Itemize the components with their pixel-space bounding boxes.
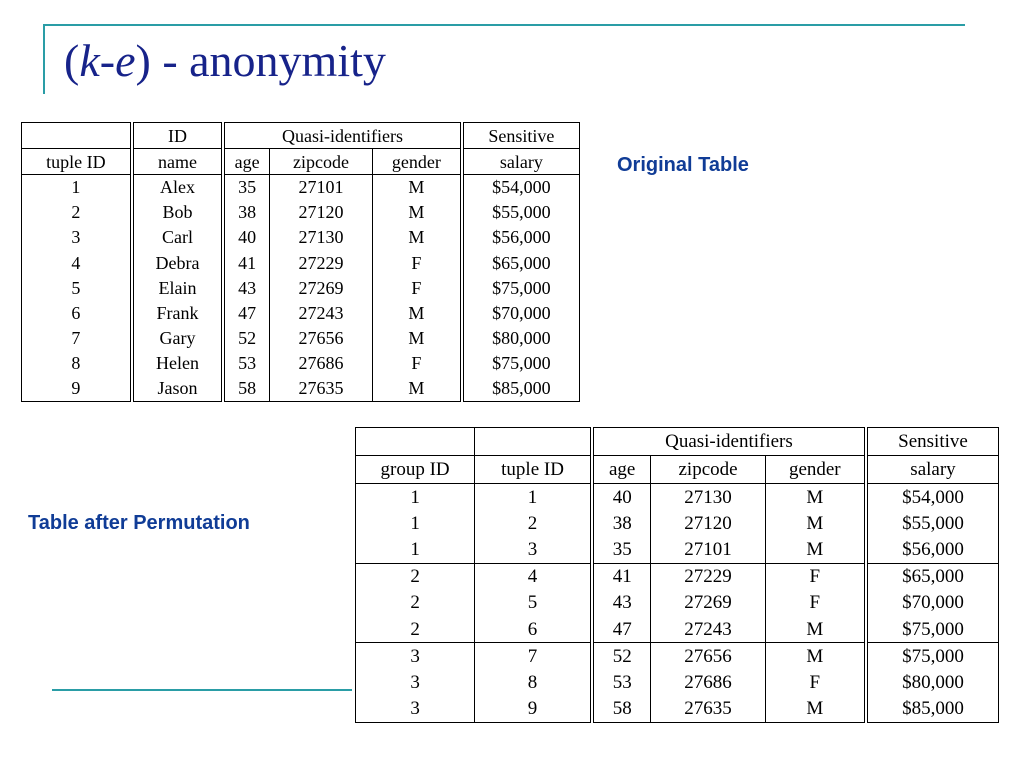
table-row — [356, 537, 999, 564]
table-cell: 27101 — [651, 537, 765, 564]
table-cell: 3 — [356, 643, 475, 670]
table-cell: 27243 — [269, 300, 372, 325]
table-cell: M — [765, 616, 866, 643]
table-cell: Frank — [132, 300, 223, 325]
table-cell: 27269 — [269, 275, 372, 300]
table-cell: F — [372, 250, 461, 275]
table-cell: 27656 — [651, 643, 765, 670]
permuted-table-caption: Table after Permutation — [28, 512, 250, 534]
column-header: age — [223, 149, 269, 175]
table-cell: $75,000 — [492, 277, 551, 298]
table-cell: 3 — [22, 225, 132, 250]
table-cell: 27686 — [651, 669, 765, 696]
group-header-cell: Sensitive — [866, 428, 999, 456]
column-header: age — [592, 456, 651, 484]
table-cell: 7 — [22, 326, 132, 351]
table-row — [22, 225, 580, 250]
group-header-cell: ID — [132, 123, 223, 149]
table-cell: $80,000 — [492, 328, 551, 349]
title-dash: - — [99, 35, 116, 86]
table-cell: 27229 — [269, 250, 372, 275]
table-cell: 43 — [223, 275, 269, 300]
column-header: salary — [866, 456, 999, 484]
table-cell: 58 — [592, 696, 651, 723]
table-cell: F — [372, 351, 461, 376]
column-header: gender — [765, 456, 866, 484]
table-row — [356, 643, 999, 670]
original-table-caption: Original Table — [617, 154, 749, 176]
table-cell: Alex — [132, 175, 223, 200]
table-cell: 4 — [475, 563, 592, 590]
table-cell: 53 — [223, 351, 269, 376]
table-cell: 5 — [475, 590, 592, 617]
column-header: tuple ID — [475, 456, 592, 484]
table-cell: M — [765, 510, 866, 537]
table-cell: $65,000 — [492, 252, 551, 273]
table-cell: 47 — [592, 616, 651, 643]
table-cell: 38 — [223, 200, 269, 225]
table-row — [22, 200, 580, 225]
table-cell: Debra — [132, 250, 223, 275]
group-header-cell — [475, 428, 592, 456]
table-cell: $85,000 — [492, 378, 551, 399]
table-cell: $75,000 — [866, 616, 999, 643]
slide-top-rule — [43, 24, 965, 26]
title-e: e — [115, 35, 136, 86]
column-header: tuple ID — [22, 149, 132, 175]
table-cell: 3 — [356, 669, 475, 696]
table-cell: $70,000 — [902, 592, 964, 614]
column-header: name — [132, 149, 223, 175]
table-cell: 8 — [475, 669, 592, 696]
table-cell: M — [765, 696, 866, 723]
table-cell: $80,000 — [902, 671, 964, 693]
table-cell: F — [765, 590, 866, 617]
table-cell: M — [372, 225, 461, 250]
table-cell: 27130 — [651, 484, 765, 511]
table-cell: 2 — [356, 563, 475, 590]
table-cell: 4 — [22, 250, 132, 275]
table-cell: 58 — [223, 376, 269, 401]
table-cell: 53 — [592, 669, 651, 696]
table-cell: 2 — [356, 616, 475, 643]
table-row — [22, 326, 580, 351]
group-header-cell: Quasi-identifiers — [223, 123, 462, 149]
table-row — [22, 250, 580, 275]
original-table — [21, 122, 580, 402]
original-table-group-header-row — [22, 123, 580, 149]
table-cell: 35 — [592, 537, 651, 564]
table-row — [356, 563, 999, 590]
table-cell: 27243 — [651, 616, 765, 643]
table-row — [356, 590, 999, 617]
table-cell: 5 — [22, 275, 132, 300]
table-cell: 1 — [22, 175, 132, 200]
table-cell: $54,000 — [492, 177, 551, 198]
table-cell: $56,000 — [492, 227, 551, 248]
original-table-body — [22, 175, 580, 402]
table-cell: 9 — [475, 696, 592, 723]
table-cell: 2 — [356, 590, 475, 617]
table-row — [356, 510, 999, 537]
permuted-table-group-header-row — [356, 428, 999, 456]
table-cell: 43 — [592, 590, 651, 617]
table-cell: 52 — [592, 643, 651, 670]
table-row — [356, 696, 999, 723]
title-k: k — [79, 35, 100, 86]
table-cell: Carl — [132, 225, 223, 250]
table-cell: $70,000 — [492, 303, 551, 324]
table-cell: 35 — [223, 175, 269, 200]
column-header: zipcode — [269, 149, 372, 175]
table-cell: M — [372, 300, 461, 325]
table-cell: F — [765, 563, 866, 590]
table-cell: $54,000 — [902, 486, 964, 508]
table-cell: 27130 — [269, 225, 372, 250]
table-cell: Jason — [132, 376, 223, 401]
table-cell: 27101 — [269, 175, 372, 200]
table-cell: 47 — [223, 300, 269, 325]
table-cell: 6 — [22, 300, 132, 325]
table-cell: 8 — [22, 351, 132, 376]
table-cell: 27635 — [651, 696, 765, 723]
permuted-table — [355, 427, 999, 723]
table-cell: 38 — [592, 510, 651, 537]
table-cell: 27120 — [269, 200, 372, 225]
table-cell: $55,000 — [492, 202, 551, 223]
title-open: ( — [64, 35, 80, 86]
table-cell: 41 — [223, 250, 269, 275]
column-header: gender — [372, 149, 461, 175]
table-cell: 3 — [356, 696, 475, 723]
column-header: group ID — [356, 456, 475, 484]
table-cell: M — [372, 200, 461, 225]
table-row — [356, 669, 999, 696]
table-cell: Gary — [132, 326, 223, 351]
permuted-table-body — [356, 484, 999, 723]
slide-title — [64, 36, 386, 87]
table-cell: Elain — [132, 275, 223, 300]
group-header-cell: Sensitive — [462, 123, 580, 149]
table-cell: M — [372, 175, 461, 200]
table-cell: 1 — [356, 537, 475, 564]
table-cell: M — [372, 326, 461, 351]
table-cell: 40 — [223, 225, 269, 250]
group-header-cell: Quasi-identifiers — [592, 428, 866, 456]
table-cell: M — [765, 484, 866, 511]
table-row — [356, 616, 999, 643]
table-cell: 40 — [592, 484, 651, 511]
table-cell: 2 — [22, 200, 132, 225]
table-cell: 41 — [592, 563, 651, 590]
table-cell: 27120 — [651, 510, 765, 537]
table-row — [22, 376, 580, 401]
column-header: zipcode — [651, 456, 765, 484]
original-table-column-header-row — [22, 149, 580, 175]
table-cell: Bob — [132, 200, 223, 225]
table-cell: 52 — [223, 326, 269, 351]
table-cell: 27269 — [651, 590, 765, 617]
table-cell: M — [765, 643, 866, 670]
title-rest: ) - anonymity — [135, 35, 386, 86]
permuted-table-column-header-row — [356, 456, 999, 484]
table-cell: 6 — [475, 616, 592, 643]
table-cell: $75,000 — [492, 353, 551, 374]
table-cell: 1 — [475, 484, 592, 511]
table-cell: 27635 — [269, 376, 372, 401]
table-cell: F — [372, 275, 461, 300]
table-row — [22, 351, 580, 376]
table-cell: M — [372, 376, 461, 401]
table-cell: 9 — [22, 376, 132, 401]
table-cell: 3 — [475, 537, 592, 564]
table-cell: M — [765, 537, 866, 564]
table-cell: F — [765, 669, 866, 696]
table-cell: 27656 — [269, 326, 372, 351]
table-cell: 2 — [475, 510, 592, 537]
table-cell: 7 — [475, 643, 592, 670]
table-cell: $56,000 — [866, 537, 999, 564]
table-cell: $75,000 — [902, 645, 964, 667]
table-row — [22, 300, 580, 325]
table-cell: $55,000 — [902, 512, 964, 534]
table-cell: 27229 — [651, 563, 765, 590]
table-cell: 27686 — [269, 351, 372, 376]
table-row — [356, 484, 999, 511]
table-cell: $65,000 — [902, 566, 964, 587]
table-row — [22, 175, 580, 200]
group-header-cell — [22, 123, 132, 149]
group-header-cell — [356, 428, 475, 456]
table-cell: 1 — [356, 484, 475, 511]
table-cell: $85,000 — [902, 698, 964, 719]
table-cell: Helen — [132, 351, 223, 376]
column-header: salary — [462, 149, 580, 175]
slide-left-rule — [43, 24, 45, 94]
slide-bottom-rule — [52, 689, 352, 691]
table-row — [22, 275, 580, 300]
table-cell: 1 — [356, 510, 475, 537]
